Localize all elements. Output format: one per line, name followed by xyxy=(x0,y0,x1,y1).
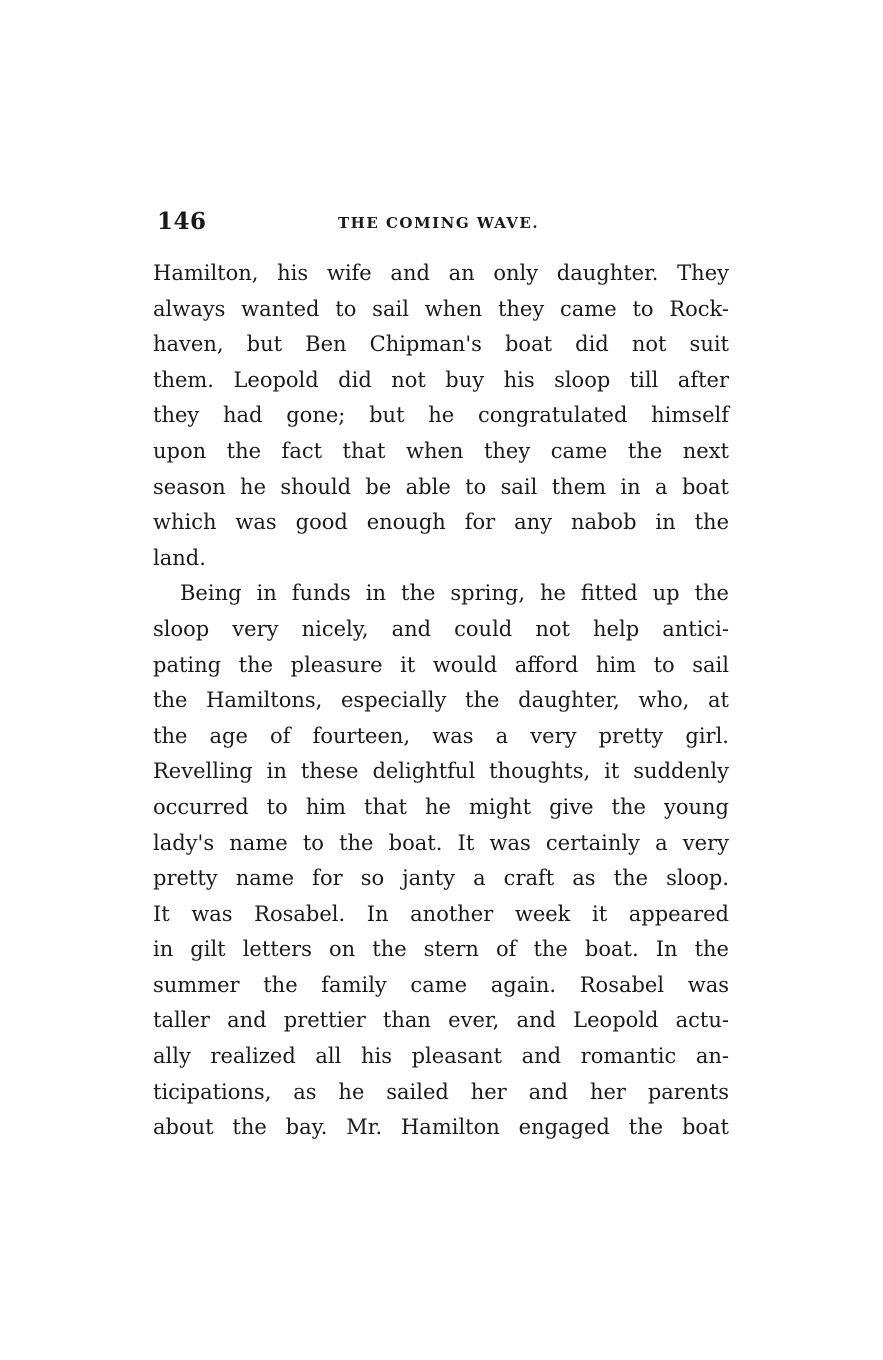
text-line: taller and prettier than ever, and Leopold actu- xyxy=(153,1008,729,1033)
text-line: land. xyxy=(153,545,206,570)
text-line: sloop very nicely, and could not help antici- xyxy=(153,616,729,641)
text-line: they had gone; but he congratulated himself xyxy=(153,403,729,428)
text-line: lady's name to the boat. It was certainly a very xyxy=(153,830,729,855)
text-line: ticipations, as he sailed her and her parents xyxy=(153,1079,729,1104)
text-line: them. Leopold did not buy his sloop till after xyxy=(153,367,729,392)
text-line: Being in funds in the spring, he fitted up the xyxy=(180,581,729,606)
text-line: about the bay. Mr. Hamilton engaged the boat xyxy=(153,1115,729,1140)
text-line: pretty name for so janty a craft as the sloop. xyxy=(153,866,729,891)
paragraph-2 xyxy=(153,576,729,1146)
running-title: THE COMING WAVE. xyxy=(338,214,540,232)
text-line: upon the fact that when they came the next xyxy=(153,438,729,463)
running-head xyxy=(153,206,729,246)
text-line: Revelling in these delightful thoughts, it suddenly xyxy=(153,759,729,784)
text-line: Hamilton, his wife and an only daughter. They xyxy=(153,261,729,285)
text-line: the Hamiltons, especially the daughter, who, at xyxy=(153,688,729,713)
text-line: always wanted to sail when they came to Rock- xyxy=(153,296,729,321)
text-line: pating the pleasure it would afford him to sail xyxy=(153,652,729,677)
paragraph-1 xyxy=(153,256,729,576)
text-line: haven, but Ben Chipman's boat did not suit xyxy=(153,332,729,357)
text-line: ally realized all his pleasant and romantic an- xyxy=(153,1044,729,1069)
text-line: the age of fourteen, was a very pretty girl. xyxy=(153,723,729,748)
text-line: which was good enough for any nabob in the xyxy=(153,510,729,535)
book-page xyxy=(153,206,729,1146)
page-number: 146 xyxy=(157,208,207,235)
text-line: summer the family came again. Rosabel was xyxy=(153,972,729,997)
text-line: season he should be able to sail them in a boat xyxy=(153,474,729,499)
text-line: It was Rosabel. In another week it appeared xyxy=(153,901,729,926)
text-line: in gilt letters on the stern of the boat. In the xyxy=(153,937,729,962)
text-line: occurred to him that he might give the young xyxy=(153,794,729,819)
body-text xyxy=(153,256,729,1146)
